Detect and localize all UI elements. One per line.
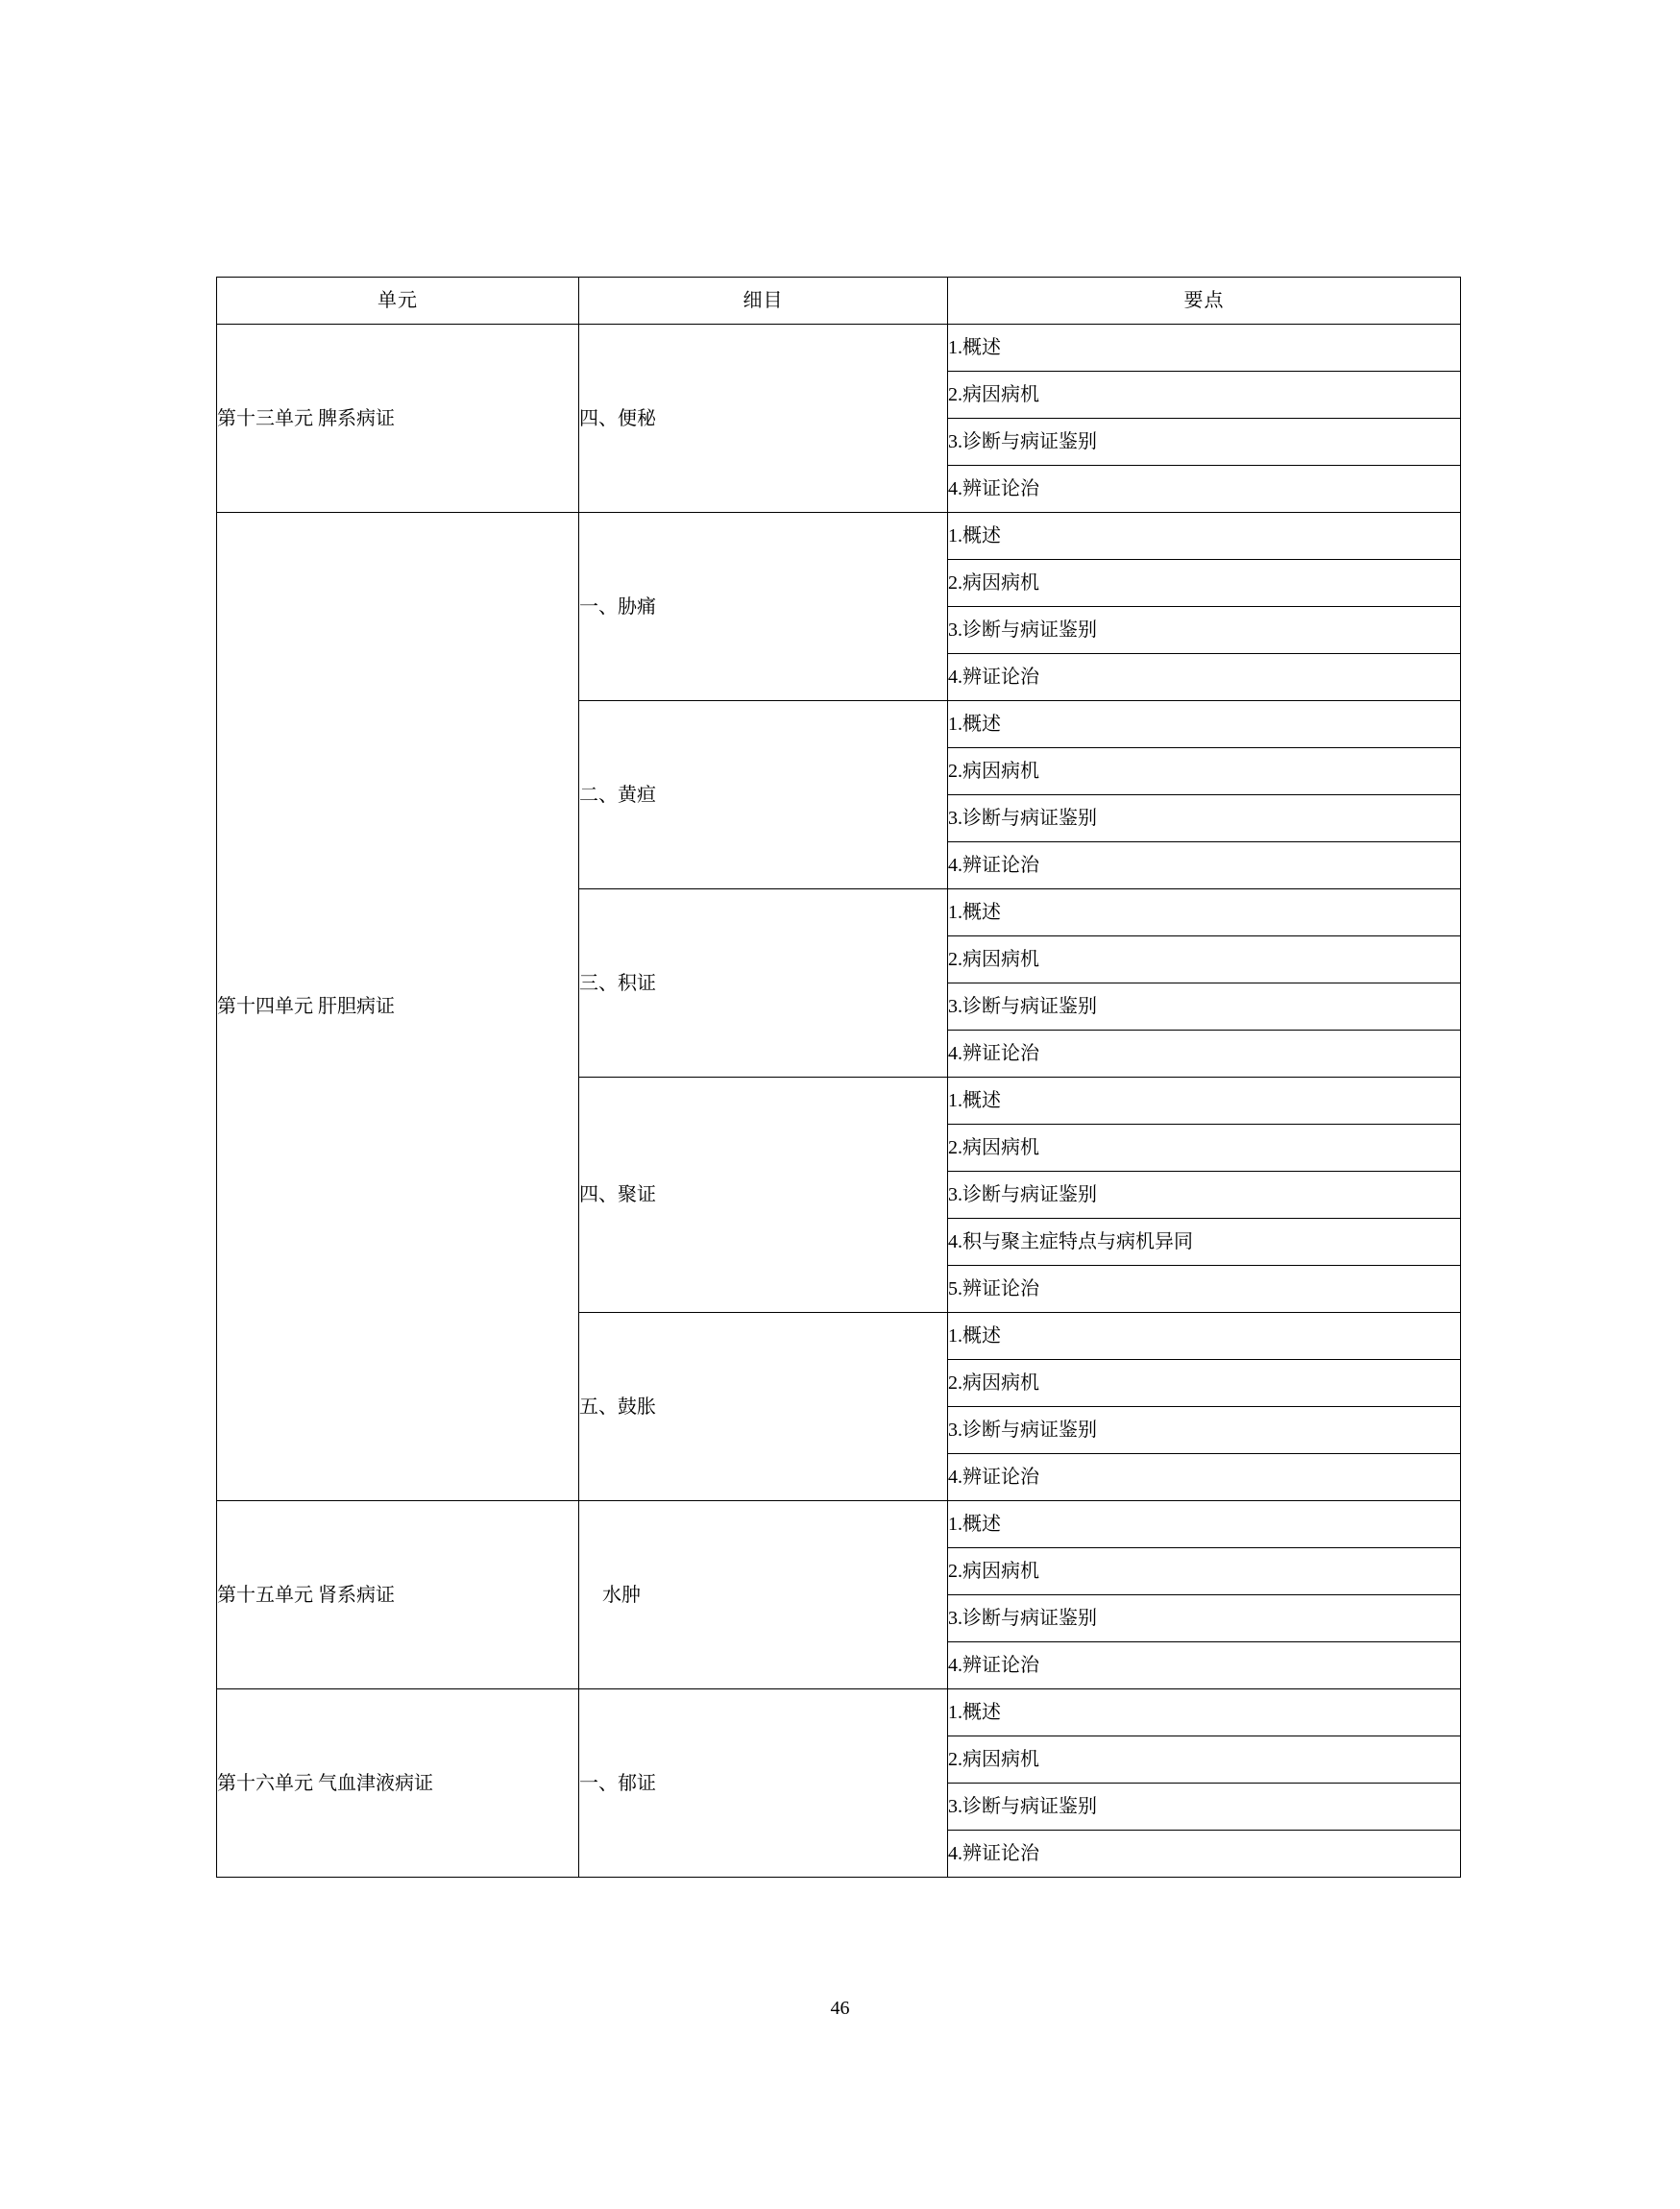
table-row (217, 325, 1461, 372)
point-cell: 4.辨证论治 (948, 1031, 1461, 1078)
syllabus-table-container (216, 277, 1460, 1878)
point-cell: 3.诊断与病证鉴别 (948, 419, 1461, 466)
point-cell: 2.病因病机 (948, 372, 1461, 419)
point-cell: 3.诊断与病证鉴别 (948, 795, 1461, 842)
page-number: 46 (830, 1998, 850, 2019)
point-cell: 2.病因病机 (948, 1125, 1461, 1172)
unit-cell: 第十四单元 肝胆病证 (217, 513, 579, 1501)
point-cell: 4.辨证论治 (948, 466, 1461, 513)
point-cell: 1.概述 (948, 1078, 1461, 1125)
point-cell: 2.病因病机 (948, 1736, 1461, 1784)
point-cell: 1.概述 (948, 1313, 1461, 1360)
table-row (217, 1689, 1461, 1736)
point-cell: 3.诊断与病证鉴别 (948, 1407, 1461, 1454)
unit-cell: 第十六单元 气血津液病证 (217, 1689, 579, 1878)
detail-cell: 五、鼓胀 (579, 1313, 948, 1501)
point-cell: 4.辨证论治 (948, 842, 1461, 889)
detail-cell: 四、聚证 (579, 1078, 948, 1313)
point-cell: 3.诊断与病证鉴别 (948, 1784, 1461, 1831)
column-header-0: 单元 (217, 278, 579, 325)
column-header-1: 细目 (579, 278, 948, 325)
unit-cell: 第十三单元 脾系病证 (217, 325, 579, 513)
point-cell: 2.病因病机 (948, 1360, 1461, 1407)
point-cell: 2.病因病机 (948, 1548, 1461, 1595)
point-cell: 1.概述 (948, 513, 1461, 560)
point-cell: 3.诊断与病证鉴别 (948, 1172, 1461, 1219)
point-cell: 1.概述 (948, 701, 1461, 748)
detail-cell: 水肿 (579, 1501, 948, 1689)
point-cell: 1.概述 (948, 325, 1461, 372)
syllabus-table (216, 277, 1461, 1878)
detail-cell: 一、胁痛 (579, 513, 948, 701)
point-cell: 4.辨证论治 (948, 654, 1461, 701)
point-cell: 4.辨证论治 (948, 1831, 1461, 1878)
detail-cell: 三、积证 (579, 889, 948, 1078)
point-cell: 3.诊断与病证鉴别 (948, 1595, 1461, 1642)
detail-cell: 一、郁证 (579, 1689, 948, 1878)
table-row (217, 1501, 1461, 1548)
unit-cell: 第十五单元 肾系病证 (217, 1501, 579, 1689)
point-cell: 1.概述 (948, 1501, 1461, 1548)
point-cell: 2.病因病机 (948, 936, 1461, 983)
detail-cell: 四、便秘 (579, 325, 948, 513)
point-cell: 1.概述 (948, 1689, 1461, 1736)
point-cell: 2.病因病机 (948, 560, 1461, 607)
point-cell: 3.诊断与病证鉴别 (948, 983, 1461, 1031)
detail-cell: 二、黄疸 (579, 701, 948, 889)
point-cell: 1.概述 (948, 889, 1461, 936)
table-row (217, 513, 1461, 560)
table-header-row (217, 278, 1461, 325)
point-cell: 4.积与聚主症特点与病机异同 (948, 1219, 1461, 1266)
point-cell: 2.病因病机 (948, 748, 1461, 795)
point-cell: 5.辨证论治 (948, 1266, 1461, 1313)
point-cell: 4.辨证论治 (948, 1454, 1461, 1501)
column-header-2: 要点 (948, 278, 1461, 325)
point-cell: 4.辨证论治 (948, 1642, 1461, 1689)
point-cell: 3.诊断与病证鉴别 (948, 607, 1461, 654)
